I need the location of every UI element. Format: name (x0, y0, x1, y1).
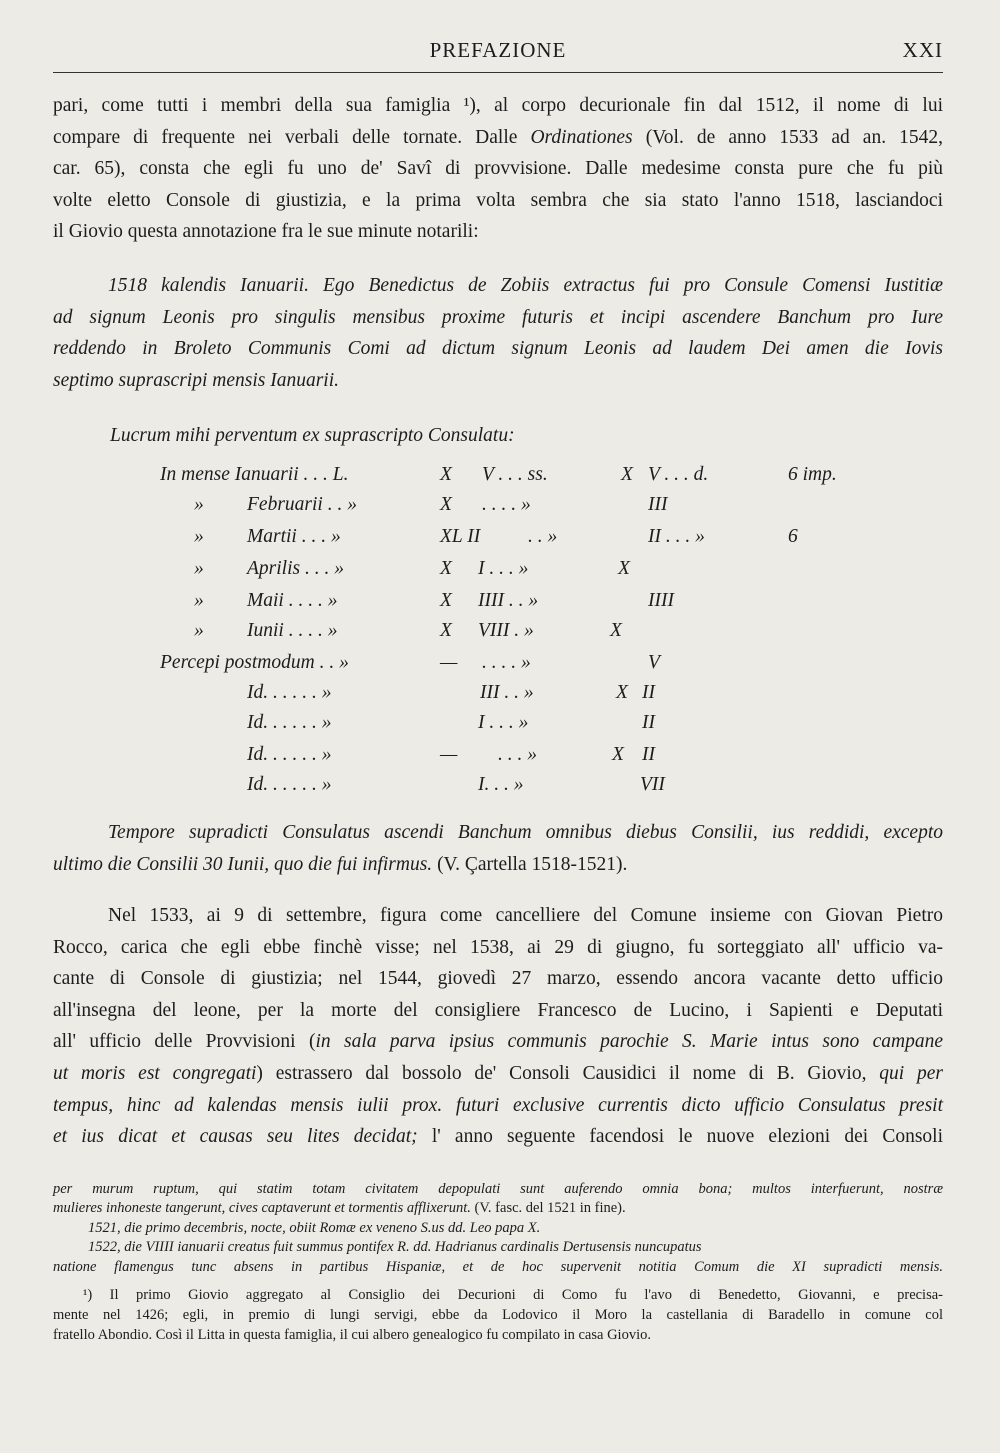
text-line (53, 1058, 943, 1090)
row-value: III . . » (480, 682, 534, 703)
note-line: 1522, die VIIII ianuarii creatus fuit summus pontifex R. dd. Hadrianus cardinalis Dertusensis nuncupatus (88, 1239, 702, 1256)
italic-title: Ordinationes (530, 126, 633, 148)
account-row (0, 558, 1000, 588)
row-month: Februarii . . » (247, 494, 357, 515)
lucrum-heading: Lucrum mihi perventum ex suprascripto Consulatu: (110, 425, 515, 446)
account-row (0, 620, 1000, 650)
quote-line: 1518 kalendis Ianuarii. Ego Benedictus de Zobiis extractus fui pro Consule Comensi Iustitiæ (108, 275, 943, 296)
italic-span: et ius dicat et causas seu lites decidat; (53, 1126, 418, 1148)
row-value: IIII . . » (478, 590, 539, 611)
accounts-table (0, 462, 1000, 802)
account-row (0, 774, 1000, 804)
row-value: I. . . » (478, 774, 524, 795)
row-month: Id. . . . . . » (247, 682, 332, 703)
text-line (53, 122, 943, 154)
account-row (0, 652, 1000, 682)
row-value: II . . . » (648, 526, 705, 547)
row-label: » (194, 526, 204, 547)
footnote-line: fratello Abondio. Così il Litta in questa famiglia, il cui albero genealogico fu compilato in casa Giovio. (53, 1327, 651, 1343)
account-row (0, 494, 1000, 524)
row-value: . . . . » (482, 652, 531, 673)
row-value: X (440, 464, 452, 485)
account-row (0, 526, 1000, 556)
account-row (0, 712, 1000, 742)
text-span: l' anno seguente facendosi le nuove elezioni dei Consoli (417, 1126, 943, 1148)
row-value: 6 imp. (788, 464, 837, 485)
row-label: » (194, 494, 204, 515)
row-value: II (642, 712, 655, 733)
row-value: X (616, 682, 628, 703)
row-label: » (194, 558, 204, 579)
row-value: III (648, 494, 668, 515)
row-value: X (440, 620, 452, 641)
text-line: pari, come tutti i membri della sua famiglia ¹), al corpo decurionale fin dal 1512, il nome di lui (53, 95, 943, 116)
account-row (0, 744, 1000, 774)
note-line: 1521, die primo decembris, nocte, obiit Romæ ex veneno S.us dd. Leo papa X. (88, 1219, 541, 1236)
text-line: il Giovio questa annotazione fra le sue minute notarili: (53, 221, 479, 243)
row-label: Percepi postmodum . . » (160, 652, 349, 673)
account-row (0, 464, 1000, 494)
row-value: VII (640, 774, 665, 795)
page-header (53, 38, 943, 73)
row-value: VIII . » (478, 620, 534, 641)
note-line: per murum ruptum, qui statim totam civitatem depopulati sunt auferendo omnia bona; multos interfuerunt, nostræ (53, 1181, 943, 1197)
row-value: 6 (788, 526, 798, 547)
row-value: X (440, 558, 452, 579)
account-row (0, 682, 1000, 712)
row-value: . . . . » (482, 494, 531, 515)
text-line: Tempore supradicti Consulatus ascendi Banchum omnibus diebus Consilii, ius reddidi, excepto (108, 822, 943, 843)
footnote-line: ¹) Il primo Giovio aggregato al Consiglio dei Decurioni di Como fu l'avo di Benedetto, Giovanni, e precisa- (83, 1287, 943, 1303)
row-value: II (642, 682, 655, 703)
row-value: V (648, 652, 660, 673)
text-line: Nel 1533, ai 9 di settembre, figura come cancelliere del Comune insieme con Giovan Pietro (108, 905, 943, 926)
paragraph-intro (53, 90, 943, 248)
row-value: XL II (440, 526, 481, 547)
text-span: compare di frequente nei verbali delle tornate. Dalle (53, 126, 531, 148)
text-span: (Vol. de anno 1533 ad an. 1542, (632, 126, 944, 148)
text-line: tempus, hinc ad kalendas mensis iulii prox. futuri exclusive currentis dicto ufficio Consulatus presit (53, 1094, 943, 1116)
text-line: car. 65), consta che egli fu uno de' Savî di provvisione. Dalle medesime consta pure che fu più (53, 158, 943, 180)
running-title: PREFAZIONE (429, 38, 567, 62)
row-value: I . . . » (478, 712, 529, 733)
italic-span: ultimo die Consilii 30 Iunii, quo die fui infirmus. (53, 853, 433, 875)
row-value: V . . . d. (648, 464, 709, 485)
row-month: Id. . . . . . » (247, 712, 332, 733)
quote-line: ad signum Leonis pro singulis mensibus proxime futuris et incipi ascendere Banchum pro Iure (53, 306, 943, 328)
account-row (0, 590, 1000, 620)
row-value: IIII (648, 590, 674, 611)
row-label: In mense Ianuarii . . . L. (160, 464, 349, 485)
row-month: Aprilis . . . » (247, 558, 344, 579)
row-month: Iunii . . . . » (247, 620, 338, 641)
quote-line: septimo suprascripi mensis Ianuarii. (53, 369, 340, 391)
row-month: Maii . . . . » (247, 590, 338, 611)
text-span: ) estrassero dal bossolo de' Consoli Causidici il nome di B. Giovio, (256, 1062, 880, 1084)
chronicle-notes (53, 1180, 943, 1277)
row-value: . . . » (498, 744, 537, 765)
row-value: X (621, 464, 633, 485)
text-line (53, 1026, 943, 1058)
italic-span: ut moris est congregati (53, 1062, 257, 1084)
italic-span: mulieres inhoneste tangerunt, cives captaverunt et tormentis afflixerunt. (53, 1200, 471, 1217)
row-label: » (194, 620, 204, 641)
text-span: (V. Çartella 1518-1521). (432, 853, 628, 875)
footnote-line: mente nel 1426; egli, in premio di lungi servigi, ebbe da Lodovico il Moro la castellania di Baradello in comune col (53, 1307, 943, 1323)
text-line: Rocco, carica che egli ebbe finchè visse; nel 1538, ai 29 di giugno, fu sorteggiato all' ufficio va- (53, 936, 943, 958)
italic-span: qui per (879, 1062, 943, 1084)
paragraph-main (53, 900, 943, 1153)
row-value: X (440, 494, 452, 515)
text-line: cante di Console di giustizia; nel 1544, giovedì 27 marzo, essendo ancora vacante detto ufficio (53, 968, 943, 990)
latin-quote (53, 270, 943, 396)
footnote (53, 1285, 943, 1345)
row-label: » (194, 590, 204, 611)
text-line (53, 1121, 943, 1153)
row-value: I . . . » (478, 558, 529, 579)
tempore-paragraph (53, 817, 943, 880)
italic-span: in sala parva ipsius communis parochie S. Marie intus sono campane (315, 1031, 943, 1053)
note-line (53, 1199, 943, 1218)
text-span: all' ufficio delle Provvisioni ( (53, 1031, 316, 1053)
row-value: . . » (528, 526, 558, 547)
row-value: X (610, 620, 622, 641)
text-line: all'insegna del leone, per la morte del consigliere Francesco de Lucino, i Sapienti e Deputati (53, 999, 943, 1021)
text-line: volte eletto Console di giustizia, e la prima volta sembra che sia stato l'anno 1518, lasciandoci (53, 189, 943, 211)
row-month: Id. . . . . . » (247, 744, 332, 765)
note-line: natione flamengus tunc absens in partibus Hispaniæ, et de hoc supervenit notitia Comum die XI supradicti mensis. (53, 1258, 943, 1275)
row-value: — (440, 652, 458, 673)
text-line (53, 849, 943, 881)
row-month: Martii . . . » (247, 526, 341, 547)
row-value: X (618, 558, 630, 579)
text-span: (V. fasc. del 1521 in fine). (470, 1200, 626, 1217)
row-value: II (642, 744, 655, 765)
quote-line: reddendo in Broleto Communis Comi ad dictum signum Leonis ad laudem Dei amen die Iovis (53, 338, 943, 360)
row-value: X (612, 744, 624, 765)
page-number: XXI (902, 38, 943, 62)
row-value: X (440, 590, 452, 611)
row-month: Id. . . . . . » (247, 774, 332, 795)
row-value: V . . . ss. (482, 464, 548, 485)
row-value: — (440, 744, 458, 765)
